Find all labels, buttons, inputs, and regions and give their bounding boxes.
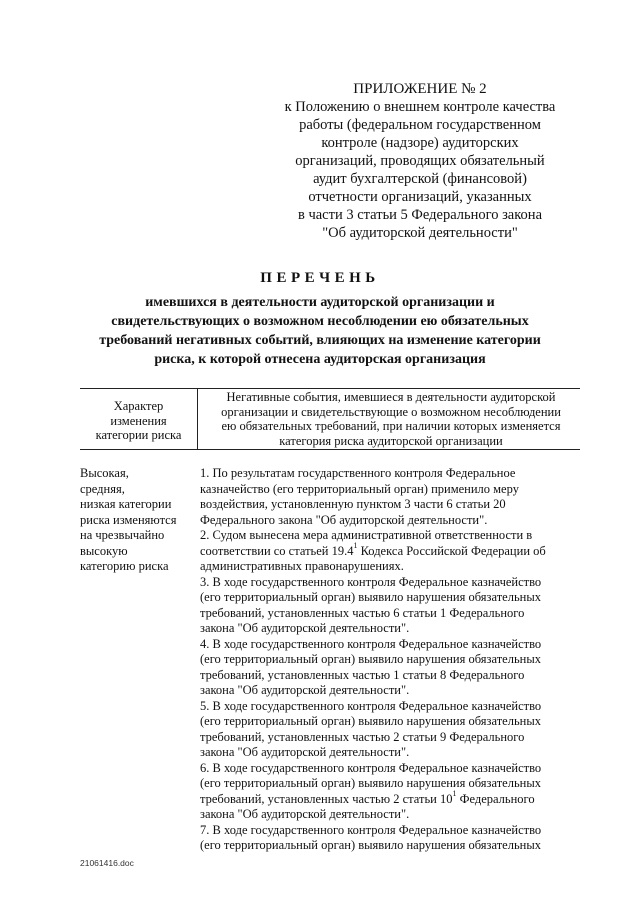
item-line: (его территориальный орган) выявило нарушения обязательных — [200, 590, 541, 604]
item-line: требований, установленных частью 1 статьи 8 Федерального — [200, 667, 525, 682]
item-line: закона "Об аудиторской деятельности". — [200, 745, 410, 759]
list-item-1 — [200, 466, 580, 528]
column-divider — [197, 389, 198, 449]
appendix-block — [270, 80, 570, 242]
appendix-title: ПРИЛОЖЕНИЕ № 2 — [353, 81, 487, 97]
header-left-line: изменения — [110, 413, 167, 428]
subtitle-line: свидетельствующих о возможном несоблюдении ею обязательных — [111, 314, 529, 329]
list-item-7 — [200, 823, 580, 854]
list-item-2 — [200, 528, 580, 575]
header-right-line: организации и свидетельствующие о возможном несоблюдении — [221, 404, 561, 419]
item-line: (его территориальный орган) выявило нарушения обязательных — [200, 776, 541, 790]
item-line: 5. В ходе государственного контроля Федеральное казначейство — [200, 698, 542, 713]
file-name-footer: 21061416.doc — [80, 858, 134, 868]
item-line: (его территориальный орган) выявило нарушения обязательных — [200, 714, 541, 728]
risk-line: низкая категории — [80, 497, 172, 511]
list-item-5 — [200, 699, 580, 761]
risk-line: Высокая, — [80, 466, 129, 480]
appendix-line: отчетности организаций, указанных — [308, 189, 532, 205]
risk-line: средняя, — [80, 481, 125, 496]
item-text: соответствии со статьей 19.4 — [200, 543, 354, 558]
header-cell-negative-events — [202, 390, 580, 448]
item-line: 4. В ходе государственного контроля Федеральное казначейство — [200, 636, 542, 651]
item-line: закона "Об аудиторской деятельности". — [200, 807, 410, 821]
item-line: 7. В ходе государственного контроля Федеральное казначейство — [200, 822, 542, 837]
appendix-line: работы (федеральном государственном — [299, 117, 541, 133]
header-left-line: категории риска — [95, 428, 182, 442]
subtitle-line: риска, к которой отнесена аудиторская организация — [154, 352, 486, 367]
header-cell-risk-change — [80, 399, 197, 443]
item-line: требований, установленных частью 2 статьи 9 Федерального — [200, 729, 525, 744]
item-line: 1. По результатам государственного контроля Федеральное — [200, 466, 516, 480]
item-text: Федерального — [456, 791, 535, 806]
item-line: закона "Об аудиторской деятельности". — [200, 683, 410, 697]
appendix-line: аудит бухгалтерской (финансовой) — [313, 171, 527, 187]
item-line: казначейство (его территориальный орган) применило меру — [200, 481, 519, 496]
header-left-line: Характер — [113, 399, 164, 413]
appendix-line: организаций, проводящих обязательный — [295, 153, 545, 169]
appendix-line: контроле (надзоре) аудиторских — [321, 135, 519, 151]
item-line: требований, установленных частью 6 статьи 1 Федерального — [200, 605, 525, 620]
item-text: Кодекса Российской Федерации об — [357, 543, 546, 558]
item-line: (его территориальный орган) выявило нарушения обязательных — [200, 652, 541, 666]
negative-events-list — [200, 466, 580, 854]
item-line: Федерального закона "Об аудиторской деятельности". — [200, 512, 488, 527]
document-title: ПЕРЕЧЕНЬ — [260, 270, 380, 286]
header-right-line: категория риска аудиторской организации — [279, 433, 503, 448]
risk-line: риска изменяются — [80, 512, 177, 527]
appendix-line: "Об аудиторской деятельности" — [322, 225, 518, 241]
item-line: 3. В ходе государственного контроля Федеральное казначейство — [200, 574, 542, 589]
appendix-line: к Положению о внешнем контроле качества — [284, 99, 556, 115]
item-text: требований, установленных частью 2 статьи 10 — [200, 791, 453, 806]
item-line — [200, 541, 580, 560]
item-line: закона "Об аудиторской деятельности". — [200, 621, 410, 635]
item-line: 2. Судом вынесена мера административной ответственности в — [200, 528, 533, 542]
risk-line: высокую — [80, 543, 128, 558]
header-right-line: Негативные события, имевшиеся в деятельности аудиторской — [226, 390, 556, 404]
list-item-6 — [200, 761, 580, 823]
appendix-line: в части 3 статьи 5 Федерального закона — [297, 207, 542, 223]
item-line: административных правонарушениях. — [200, 559, 404, 573]
item-line: 6. В ходе государственного контроля Федеральное казначейство — [200, 760, 542, 775]
item-line: воздействия, установленную пунктом 3 части 6 статьи 20 — [200, 497, 506, 511]
risk-change-cell — [80, 466, 192, 575]
risk-line: категорию риска — [80, 559, 169, 573]
list-item-4 — [200, 637, 580, 699]
table-header — [80, 388, 580, 450]
item-line — [200, 789, 580, 808]
document-subtitle — [60, 293, 580, 369]
footnote-mark: 1 — [452, 789, 457, 799]
list-item-3 — [200, 575, 580, 637]
header-right-line: ею обязательных требований, при наличии которых изменяется — [221, 419, 561, 433]
item-line: (его территориальный орган) выявило нарушения обязательных — [200, 838, 541, 852]
subtitle-line: требований негативных событий, влияющих на изменение категории — [99, 333, 541, 348]
footnote-mark: 1 — [353, 541, 358, 551]
subtitle-line: имевшихся в деятельности аудиторской организации и — [145, 295, 495, 310]
risk-line: на чрезвычайно — [80, 528, 165, 542]
